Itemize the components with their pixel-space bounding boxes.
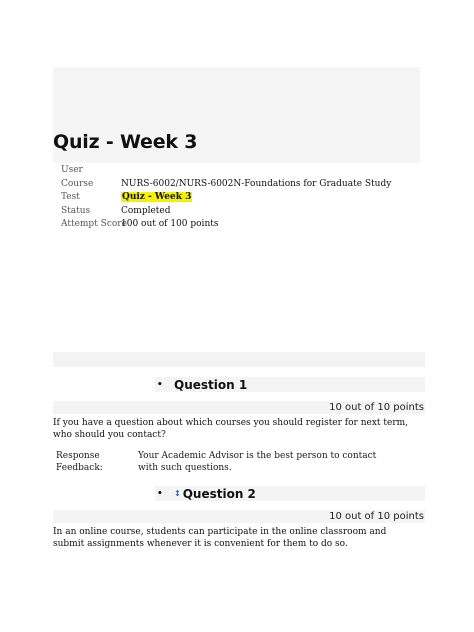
question-1-feedback	[56, 451, 398, 474]
detail-value: NURS-6002/NURS-6002N-Foundations for Graduate Study	[121, 178, 392, 189]
question-2-header	[155, 486, 425, 501]
question-1-text: If you have a question about which courses you should register for next term, who should you contact?	[53, 418, 409, 440]
detail-row-test	[61, 191, 391, 205]
section-divider-band	[53, 352, 425, 367]
question-2-text: In an online course, students can participate in the online classroom and submit assignments whenever it is convenient for them to do so.	[53, 527, 387, 549]
feedback-label: Response Feedback:	[56, 451, 103, 473]
question-1-points	[53, 401, 425, 414]
feedback-text: Your Academic Advisor is the best person to contact with such questions.	[138, 451, 377, 473]
attempt-details	[61, 164, 391, 232]
detail-row-score	[61, 218, 391, 232]
question-title: Question 1	[174, 377, 248, 392]
question-title: Question 2	[182, 486, 256, 501]
bullet-icon: •	[157, 488, 163, 499]
points-text: 10 out of 10 points	[329, 402, 424, 413]
detail-row-course	[61, 178, 391, 192]
detail-value: 100 out of 100 points	[121, 219, 219, 229]
detail-label: Status	[61, 205, 91, 216]
detail-row-user	[61, 164, 391, 178]
question-1-header	[155, 377, 425, 392]
page-title: Quiz - Week 3	[53, 131, 198, 153]
detail-label: Course	[61, 178, 94, 189]
detail-label: Attempt Score	[61, 219, 127, 229]
bullet-icon: •	[157, 379, 163, 390]
detail-value-highlighted: Quiz - Week 3	[122, 192, 192, 202]
sort-arrows-icon[interactable]: ↕	[174, 489, 181, 498]
detail-label: User	[61, 165, 83, 175]
detail-label: Test	[61, 192, 80, 202]
detail-value: Completed	[121, 205, 171, 216]
points-text: 10 out of 10 points	[329, 511, 424, 522]
question-2-points	[53, 510, 425, 523]
detail-row-status	[61, 205, 391, 219]
